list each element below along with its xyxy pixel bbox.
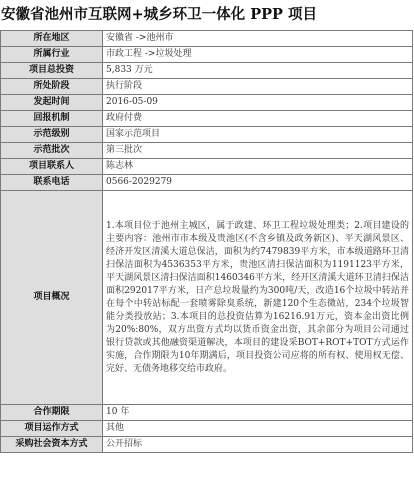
row-label-region: 所在地区	[1, 31, 103, 47]
row-value-contact-phone: 0566-2029279	[103, 175, 413, 191]
row-value-cooperation-period: 10 年	[103, 405, 413, 421]
page-title: 安徽省池州市互联网+城乡环卫一体化 PPP 项目	[1, 6, 317, 23]
row-label-contact-person: 项目联系人	[1, 159, 103, 175]
row-label-return-mechanism: 回报机制	[1, 111, 103, 127]
row-label-launch-date: 发起时间	[1, 95, 103, 111]
project-info-table	[0, 30, 413, 453]
table-row	[1, 175, 413, 191]
table-row	[1, 63, 413, 79]
row-value-contact-person: 陈志林	[103, 159, 413, 175]
table-row	[1, 31, 413, 47]
row-value-procurement-method: 公开招标	[103, 437, 413, 453]
row-value-total-investment: 5,833 万元	[103, 63, 413, 79]
table-row	[1, 95, 413, 111]
row-value-return-mechanism: 政府付费	[103, 111, 413, 127]
row-value-demo-batch: 第三批次	[103, 143, 413, 159]
row-value-stage: 执行阶段	[103, 79, 413, 95]
row-label-demo-level: 示范级别	[1, 127, 103, 143]
table-row	[1, 111, 413, 127]
row-label-procurement-method: 采购社会资本方式	[1, 437, 103, 453]
row-label-operation-mode: 项目运作方式	[1, 421, 103, 437]
row-label-stage: 所处阶段	[1, 79, 103, 95]
row-label-industry: 所属行业	[1, 47, 103, 63]
table-row	[1, 143, 413, 159]
row-value-operation-mode: 其他	[103, 421, 413, 437]
table-row	[1, 47, 413, 63]
table-row	[1, 191, 413, 405]
row-value-overview: 1.本项目位于池州主城区，属于政建、环卫工程垃圾处理类；2.项目建设的主要内容：池州市市本级及贵池区(不含乡镇及政务新区)、平天湖风景区、经济开发区清溪大道总保洁，面积为约7479839平方米，市本级道路环卫清扫保洁面积为4536353平方米，贵池区清扫保洁面积为1191123平方米，平天湖风景区清扫保洁面积1460346平方米，经开区清溪大道环卫清扫保洁面积292017平方米，日产总垃圾量约为300吨/天，改造16个垃圾中转站并在每个中转站标配一套喷雾除臭系统，新建120个生态微站，234个垃圾智能分类投放站；3.本项目的总投资估算为16216.91万元，资本金出资比例为20%:80%，双方出资方式均以货币资金出资，其余部分为项目公司通过银行贷款或其他融资渠道解决，本项目的建设采BOT+ROT+TOT方式运作实施，合作期限为10年期满后，项目投资公司应将的所有权、使用权无偿、完好、无债务地移交给市政府。	[103, 191, 413, 405]
row-label-contact-phone: 联系电话	[1, 175, 103, 191]
row-value-demo-level: 国家示范项目	[103, 127, 413, 143]
row-value-launch-date: 2016-05-09	[103, 95, 413, 111]
row-label-cooperation-period: 合作期限	[1, 405, 103, 421]
row-label-overview: 项目概况	[1, 191, 103, 405]
row-value-region: 安徽省 ->池州市	[103, 31, 413, 47]
table-row	[1, 159, 413, 175]
table-row	[1, 79, 413, 95]
table-row	[1, 437, 413, 453]
row-label-total-investment: 项目总投资	[1, 63, 103, 79]
table-row	[1, 127, 413, 143]
row-label-demo-batch: 示范批次	[1, 143, 103, 159]
table-row	[1, 421, 413, 437]
row-value-industry: 市政工程 ->垃圾处理	[103, 47, 413, 63]
table-row	[1, 405, 413, 421]
